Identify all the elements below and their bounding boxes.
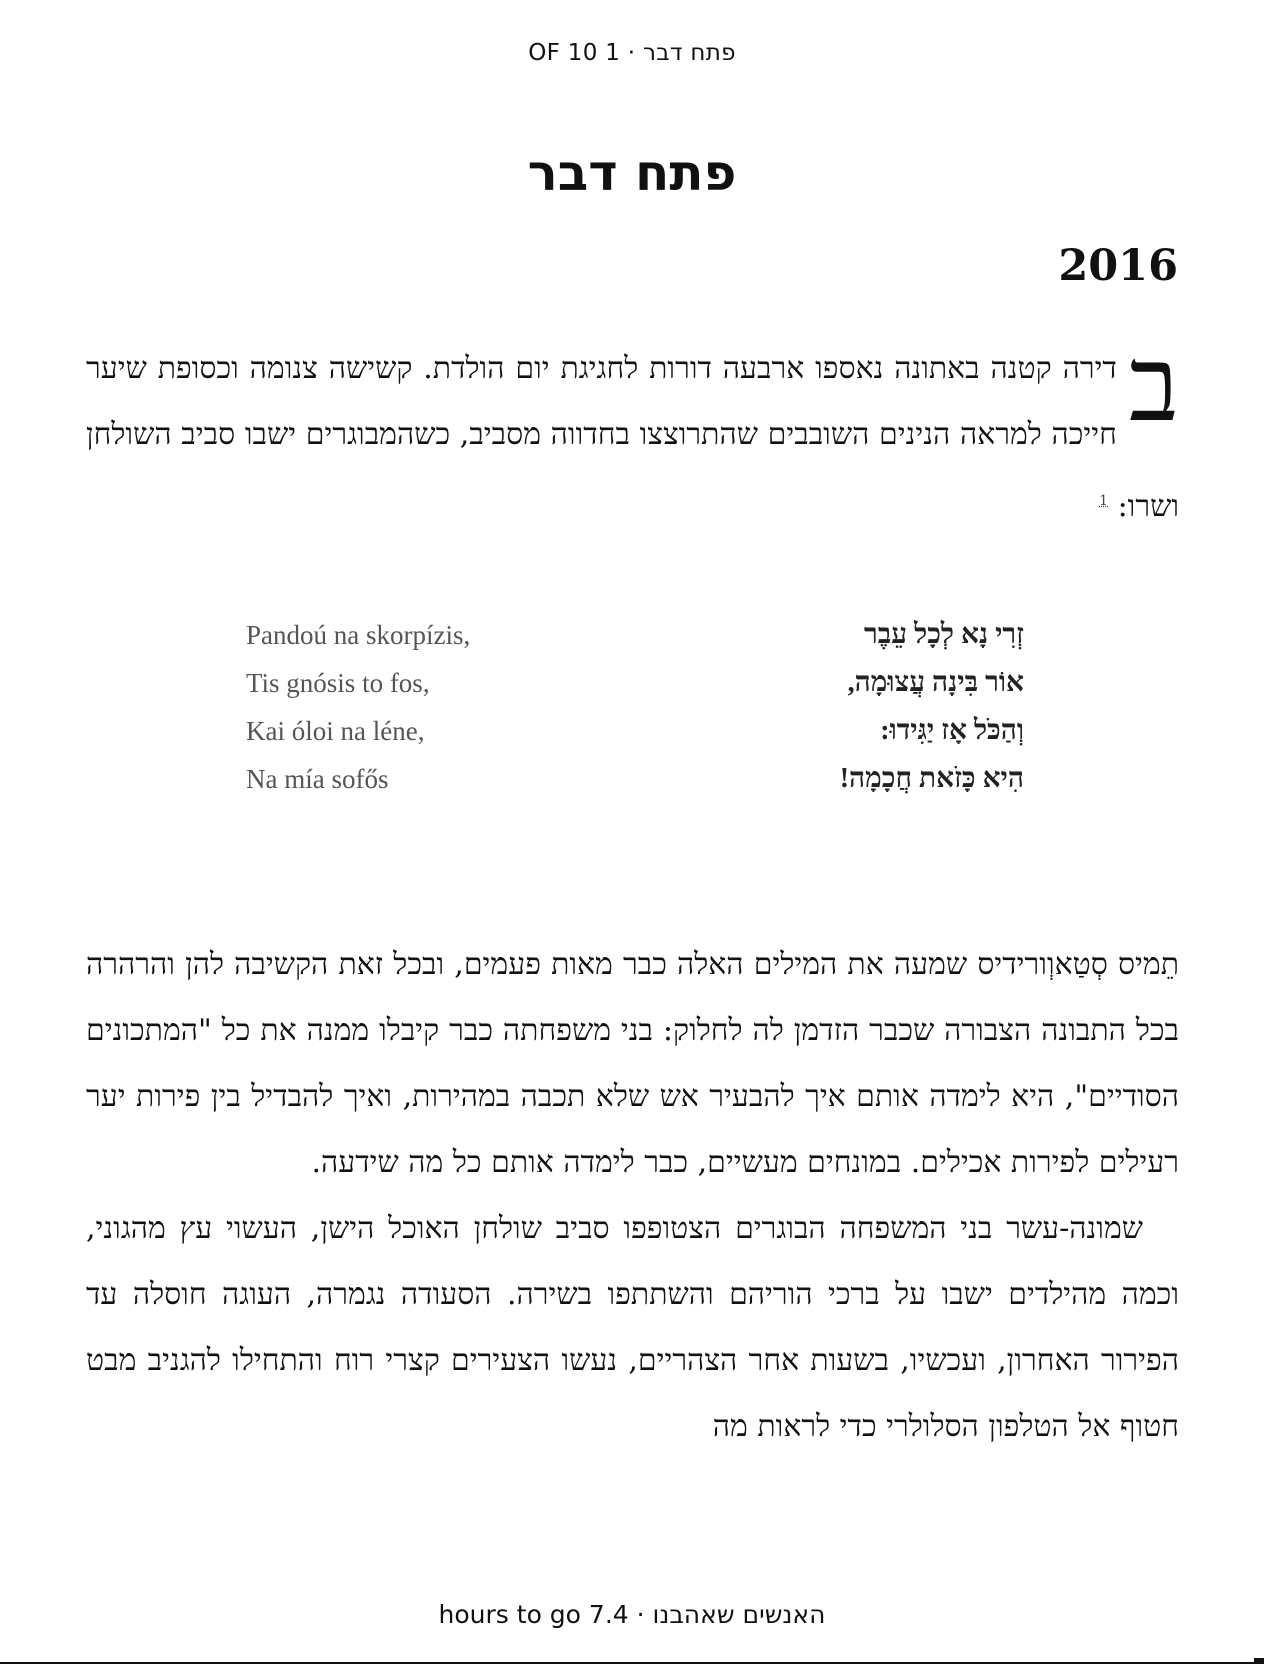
poem-transliteration: Kai óloi na léne,	[246, 716, 425, 746]
body-text	[86, 932, 1179, 1460]
body-paragraph-1: תֵמיס סְטַאוְורידיס שמעה את המילים האלה כבר מאות פעמים, ובכל זאת הקשיבה להן והרהרה בכל התבונה הצבורה שכבר הזדמן לה לחלוק: בני משפחתה כבר קיבלו ממנה את כל "המתכונים הסודיים", היא לימדה אותם איך להבעיר אש שלא תכבה במהירות, ואיך להבדיל בין פירות יער רעילים לפירות אכילים. במונחים מעשיים, כבר לימדה אותם כל מה שידעה.	[86, 947, 1179, 1180]
poem-transliteration: Pandoú na skorpízis,	[246, 620, 471, 650]
page-footer	[0, 1598, 1264, 1632]
poem-hebrew: וְהַכֹּל אָז יַגִּידוּ:	[880, 715, 1024, 746]
poem-block	[246, 615, 1024, 815]
poem-hebrew: אוֹר בִּינָה עֲצוּמָה,	[847, 667, 1024, 698]
poem-line	[246, 711, 1024, 759]
drop-cap: ב	[1128, 323, 1179, 445]
opening-paragraph	[86, 323, 1179, 540]
progress-marker	[1254, 1658, 1264, 1662]
poem-line	[246, 615, 1024, 663]
progress-rule	[0, 1662, 1264, 1664]
poem-transliteration: Tis gnósis to fos,	[246, 668, 430, 698]
page-header	[0, 38, 1264, 68]
poem-line	[246, 759, 1024, 807]
chapter-title: פתח דבר	[527, 144, 737, 202]
poem-transliteration: Na mía sofős	[246, 764, 389, 794]
footnote-link[interactable]: 1	[1099, 493, 1109, 509]
body-paragraph-2: שמונה-עשר בני המשפחה הבוגרים הצטופפו סביב שולחן האוכל הישן, העשוי עץ מהגוני, וכמה מהילדים ישבו על ברכי הוריהם והשתתפו בשירה. הסעודה נגמרה, העוגה חוסלה עד הפירור האחרון, ועכשיו, בשעות אחר הצהריים, נעשו הצעירים קצרי רוח והתחילו להגניב מבט חטוף אל הטלפון הסלולרי כדי לראות מה	[86, 1211, 1179, 1444]
opening-text: דירה קטנה באתונה נאספו ארבעה דורות לחגיגת יום הולדת. קשישה צנומה וכסופת שיער חייכה למראה הנינים השובבים שהתרוצצו בחדווה מסביב, כשהמבוגרים ישבו סביב השולחן ושרו:	[86, 351, 1179, 524]
page-header-text: OF 10 1 · פתח דבר	[528, 40, 736, 66]
poem-line	[246, 663, 1024, 711]
poem-hebrew: זְרִי נָא לְכָל עֵבֶר	[864, 619, 1024, 650]
page-footer-text: hours to go 7.4 · האנשים שאהבנו	[438, 1600, 826, 1629]
chapter-year: 2016	[1058, 241, 1178, 291]
poem-hebrew: הִיא כָּזֹאת חֲכָמָה!	[839, 763, 1024, 794]
